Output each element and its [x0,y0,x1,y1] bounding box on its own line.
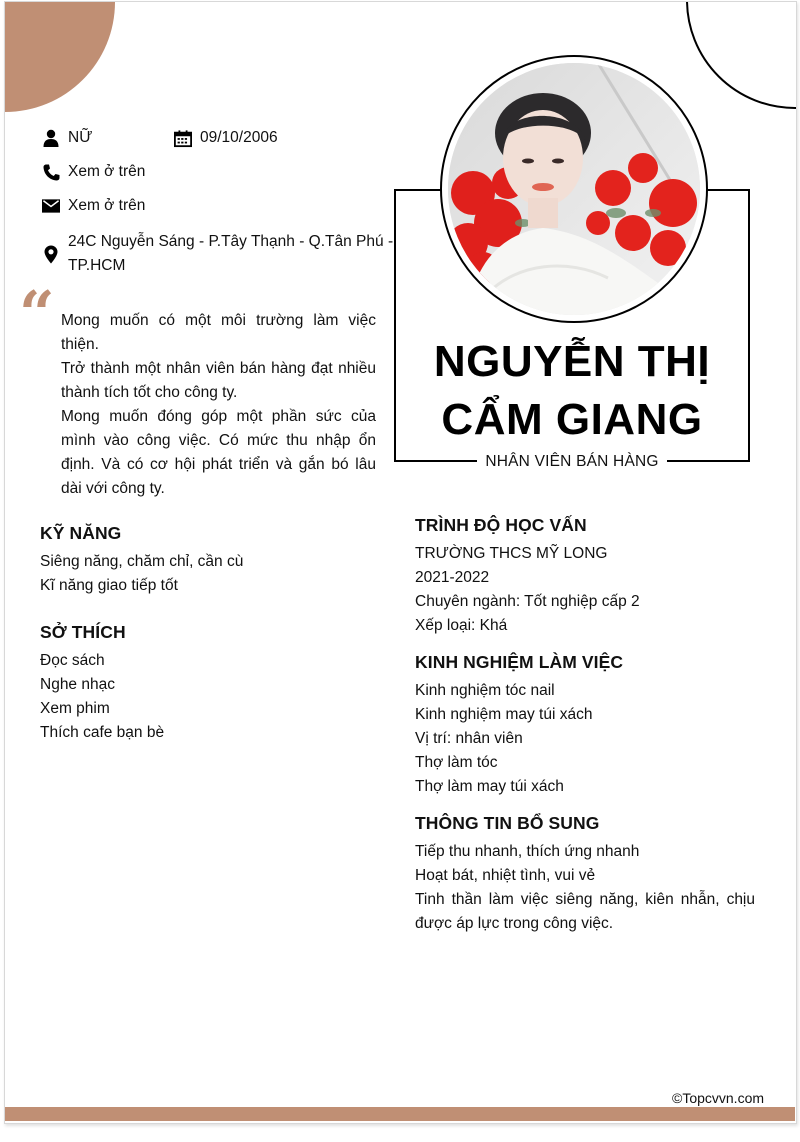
hobby-item: Thích cafe bạn bè [40,724,165,741]
contact-email [42,197,145,215]
candidate-name [396,333,748,449]
job-title [396,451,748,473]
copyright-text: ©Topcvvn.com [672,1090,765,1106]
phone-icon [42,163,60,181]
education-item: TRƯỜNG THCS MỸ LONG [415,545,608,562]
address-value: 24C Nguyễn Sáng - P.Tây Thạnh - Q.Tân Phú - TP.HCM [68,233,394,274]
quote-icon: “ [19,277,51,350]
experience-item: Vị trí: nhân viên [415,730,523,747]
map-pin-icon [42,245,60,263]
experience-item: Thợ làm tóc [415,754,498,771]
job-title-text: NHÂN VIÊN BÁN HÀNG [477,453,666,470]
hobby-item: Đọc sách [40,652,105,669]
additional-item: Hoạt bát, nhiệt tình, vui vẻ [415,867,596,884]
additional-item: Tinh thần làm việc siêng năng, kiên nhẫn, chịu được áp lực trong công việc. [415,891,755,932]
decorative-arc-top-right [686,1,797,109]
section-title: TRÌNH ĐỘ HỌC VẤN [415,515,587,535]
education-item: 2021-2022 [415,569,490,586]
user-icon [42,129,60,147]
avatar-frame [440,55,708,323]
experience-item: Kinh nghiệm may túi xách [415,706,593,723]
phone-value: Xem ở trên [68,163,146,180]
section-title: THÔNG TIN BỔ SUNG [415,813,600,833]
skill-item: Siêng năng, chăm chỉ, cần cù [40,553,244,570]
contact-phone [42,163,145,181]
education-item: Chuyên ngành: Tốt nghiệp cấp 2 [415,593,640,610]
additional-info-section [415,813,755,936]
contact-gender [42,129,92,147]
objective-paragraph: Mong muốn đóng góp một phần sức của mình vào công việc. Có mức thu nhập ổn định. Và có cơ hội phát triển và gắn bó lâu dài với công ty. [61,408,376,497]
additional-item: Tiếp thu nhanh, thích ứng nhanh [415,843,640,860]
decorative-circle-top-left [4,1,115,112]
career-objective [61,309,376,501]
gender-value: NỮ [68,129,93,146]
objective-paragraph: Trở thành một nhân viên bán hàng đạt nhiều thành tích tốt cho công ty. [61,360,376,401]
contact-address [42,230,402,278]
avatar [448,63,700,315]
experience-item: Thợ làm may túi xách [415,778,564,795]
education-section [415,515,755,638]
calendar-icon [174,129,192,147]
section-title: KINH NGHIỆM LÀM VIỆC [415,652,624,672]
contact-birthday [174,129,278,147]
skills-section [40,523,380,598]
section-title: KỸ NĂNG [40,523,122,543]
objective-paragraph: Mong muốn có một môi trường làm việc thiện. [61,312,376,353]
birthday-value: 09/10/2006 [200,129,278,146]
experience-item: Kinh nghiệm tóc nail [415,682,555,699]
hobby-item: Xem phim [40,700,110,717]
email-value: Xem ở trên [68,197,146,214]
experience-section [415,652,755,799]
name-line-2: CẨM GIANG [441,395,703,444]
education-item: Xếp loại: Khá [415,617,508,634]
footer-bar [5,1107,795,1121]
hobbies-section [40,622,380,745]
skill-item: Kĩ năng giao tiếp tốt [40,577,178,594]
hobby-item: Nghe nhạc [40,676,115,693]
name-line-1: NGUYỄN THỊ [433,337,711,386]
section-title: SỞ THÍCH [40,622,126,642]
envelope-icon [42,197,60,215]
